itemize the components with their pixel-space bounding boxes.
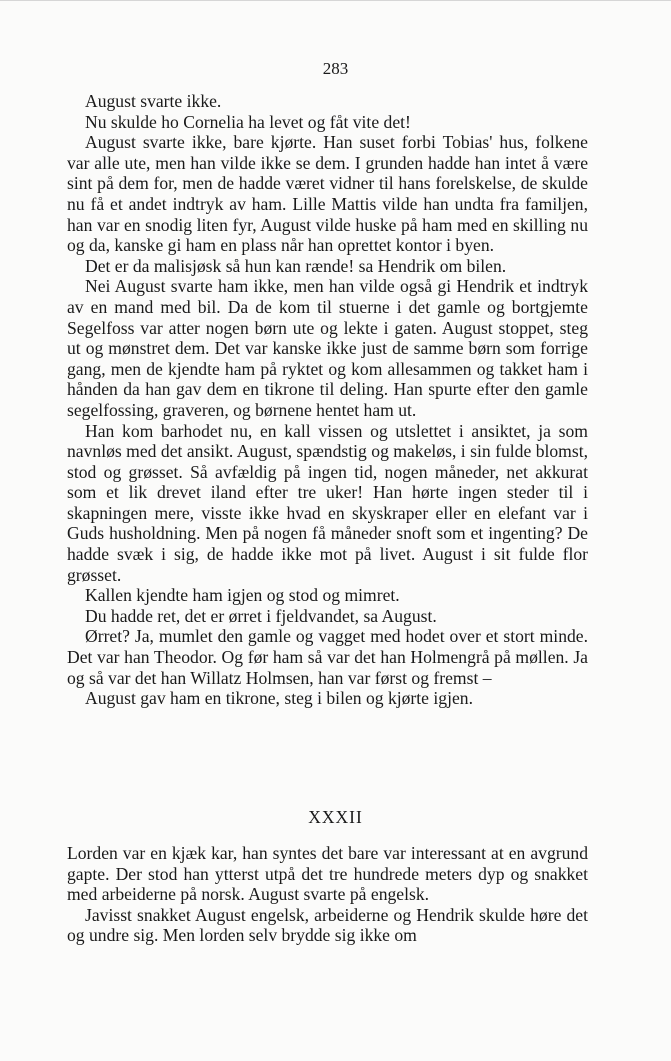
page-number: 283 [322,59,349,78]
paragraph: Nei August svarte ham ikke, men han vilde også gi Hendrik et indtryk av en mand med bil. Da de kom til stuerne i det gamle og bortgjemte Segelfoss var atter nogen børn ute og lekte i gaten. August stoppet, steg ut og mønstret dem. Det var kanske ikke just de samme børn som forrige gang, men de kjendte ham på ryktet og kom allesammen og takket ham i hånden da han gav dem en tikrone til deling. Han spurte efter den gamle segelfossing, graveren, og børnene hentet ham ut. [67,276,588,420]
body-text [67,91,588,709]
paragraph: Javisst snakket August engelsk, arbeiderne og Hendrik skulde høre det og undre sig. Men lorden selv brydde sig ikke om [67,904,588,946]
paragraph: Kallen kjendte ham igjen og stod og mimret. [85,585,400,606]
paragraph: Nu skulde ho Cornelia ha levet og fåt vite det! [85,111,411,132]
paragraph: Lorden var en kjæk kar, han syntes det bare var interessant at en avgrund gapte. Der stod han ytterst utpå det tre hundrede meters dyp og snakket med arbeiderne på norsk. August svarte på engelsk. [67,843,588,905]
paragraph: Ørret? Ja, mumlet den gamle og vagget med hodet over et stort minde. Det var han Theodor. Og før ham så var det han Holmengrå på møllen. Ja og så var det han Willatz Holmsen, han var først og fremst – [67,626,588,688]
paragraph: Du hadde ret, det er ørret i fjeldvandet, sa August. [85,605,437,626]
paragraph: August svarte ikke, bare kjørte. Han suset forbi Tobias' hus, folkene var alle ute, men han vilde ikke se dem. I grunden hadde han intet å være sint på dem for, men de hadde været vidner til hans forelskelse, de skulde nu få et andet indtryk av ham. Lille Mattis vilde han undta fra familjen, han var en snodig liten fyr, August vilde huske på ham med en skilling nu og da, kanske gi ham en plass når han oprettet kontor i byen. [67,132,588,256]
paragraph: Han kom barhodet nu, en kall vissen og utslettet i ansiktet, ja som navnløs med det ansikt. August, spændstig og makeløs, i sin fulde blomst, stod og grøsset. Så avfældig på ingen tid, nogen måneder, net akkurat som et lik drevet iland efter tre uker! Han hørte ingen steder til i skapningen mere, visste ikke hvad en skyskraper eller en elefant var i Guds husholdning. Men på nogen få måneder snoft som et ingenting? De hadde svæk i sig, de hadde ikke mot på livet. August i sit fulde flor grøsset. [67,420,588,585]
chapter-heading: XXXII [308,807,363,827]
chapter-body-text [67,843,588,946]
paragraph: August gav ham en tikrone, steg i bilen og kjørte igjen. [85,688,473,709]
paragraph: August svarte ikke. [85,91,222,111]
paragraph: Det er da malisjøsk så hun kan rænde! sa Hendrik om bilen. [85,255,507,276]
